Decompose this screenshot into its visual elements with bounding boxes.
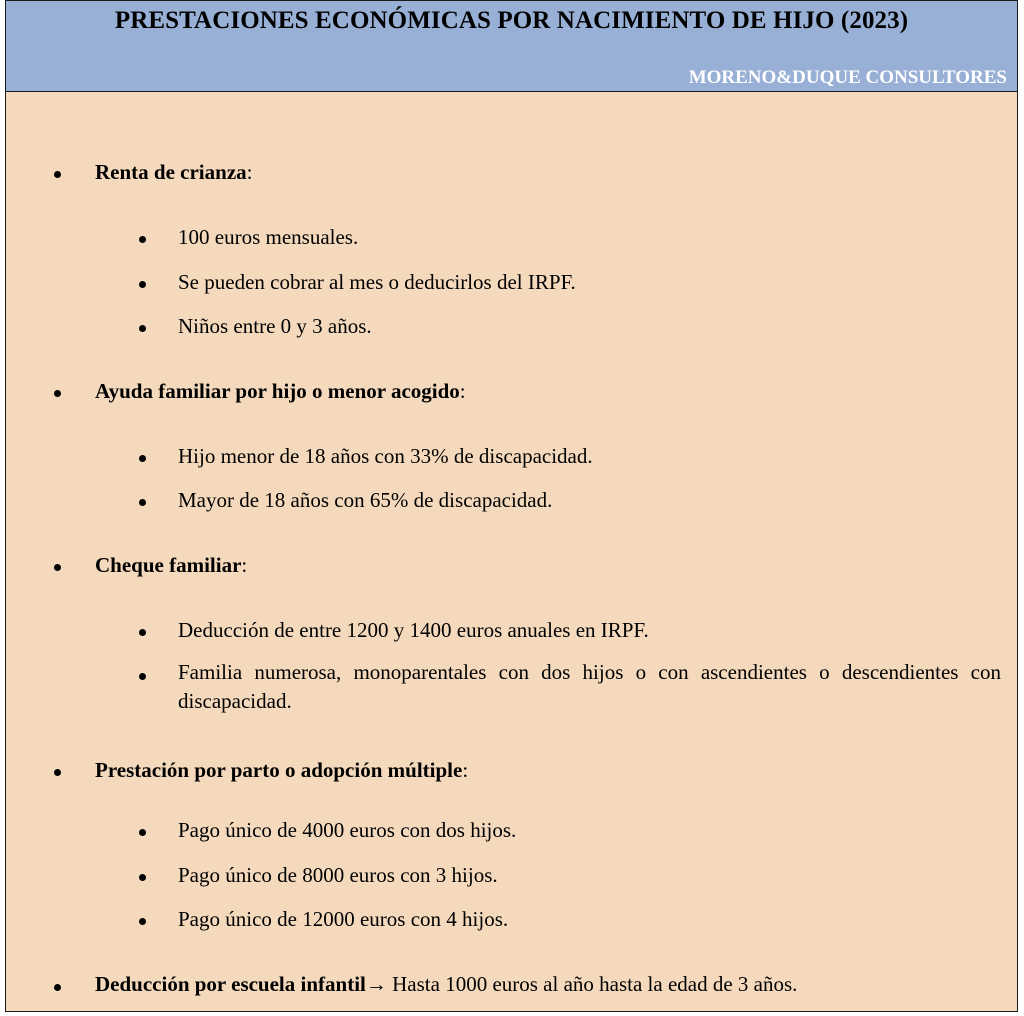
bullet-icon xyxy=(54,171,61,178)
bullet-icon xyxy=(139,673,146,680)
section-heading: Prestación por parto o adopción múltiple: xyxy=(95,758,469,782)
page-title: PRESTACIONES ECONÓMICAS POR NACIMIENTO DE HIJO (2023) xyxy=(114,7,909,34)
list-item: Deducción de entre 1200 y 1400 euros anuales en IRPF. xyxy=(178,618,649,642)
bullet-icon xyxy=(139,455,146,462)
list-item: Hijo menor de 18 años con 33% de discapacidad. xyxy=(178,444,593,468)
list-item: Pago único de 4000 euros con dos hijos. xyxy=(178,818,517,842)
section-heading: Deducción por escuela infantil→ Hasta 1000 euros al año hasta la edad de 3 años. xyxy=(95,972,798,996)
company-name: MORENO&DUQUE CONSULTORES xyxy=(688,67,1007,88)
section-detail: Hasta 1000 euros al año hasta la edad de 3 años. xyxy=(392,972,798,996)
bullet-icon xyxy=(139,829,146,836)
bullet-icon xyxy=(139,918,146,925)
section-heading: Ayuda familiar por hijo o menor acogido: xyxy=(95,379,466,403)
bullet-icon xyxy=(139,499,146,506)
bullet-icon xyxy=(139,325,146,332)
bullet-icon xyxy=(139,281,146,288)
list-item: Se pueden cobrar al mes o deducirlos del IRPF. xyxy=(178,270,576,294)
bullet-icon xyxy=(54,984,61,991)
bullet-icon xyxy=(139,874,146,881)
section-heading: Renta de crianza: xyxy=(95,160,253,184)
list-item: Pago único de 12000 euros con 4 hijos. xyxy=(178,907,509,931)
list-item: Familia numerosa, monoparentales con dos hijos o con ascendientes o descendientes con discapacidad. xyxy=(178,660,1001,713)
bullet-icon xyxy=(139,629,146,636)
section-heading: Cheque familiar: xyxy=(95,553,248,577)
header-banner xyxy=(6,1,1017,92)
bullet-icon xyxy=(54,390,61,397)
list-item: Niños entre 0 y 3 años. xyxy=(178,314,372,338)
list-item: Mayor de 18 años con 65% de discapacidad. xyxy=(178,488,553,512)
bullet-icon xyxy=(54,769,61,776)
bullet-icon xyxy=(54,564,61,571)
list-item: 100 euros mensuales. xyxy=(178,225,359,249)
list-item: Pago único de 8000 euros con 3 hijos. xyxy=(178,863,498,887)
arrow-icon: → xyxy=(365,972,387,996)
bullet-icon xyxy=(139,236,146,243)
